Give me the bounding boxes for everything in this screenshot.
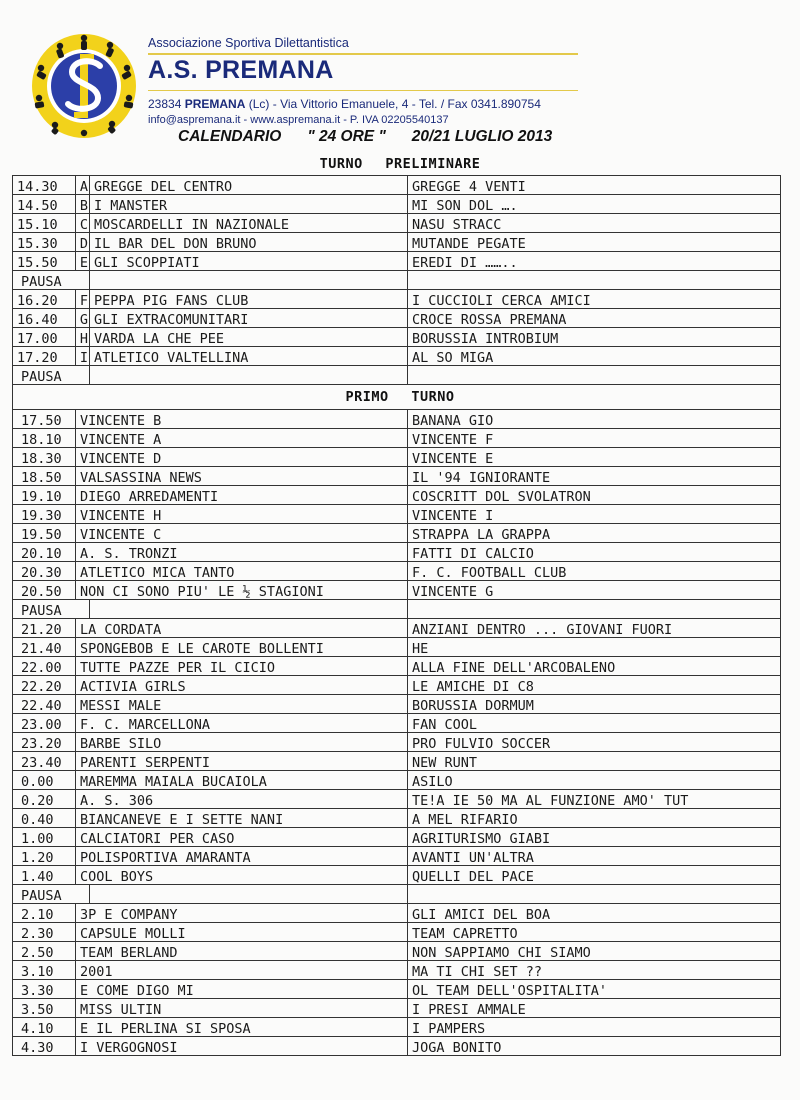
match-letter: G	[76, 309, 90, 328]
home-team: ATLETICO MICA TANTO	[76, 562, 408, 581]
home-team: I VERGOGNOSI	[76, 1037, 408, 1056]
home-team: SPONGEBOB E LE CAROTE BOLLENTI	[76, 638, 408, 657]
match-time: 23.00	[13, 714, 76, 733]
away-team: EREDI DI ……..	[408, 252, 781, 271]
pause-label: PAUSA	[13, 600, 90, 619]
away-team: FAN COOL	[408, 714, 781, 733]
match-time: 15.50	[13, 252, 76, 271]
home-team: PARENTI SERPENTI	[76, 752, 408, 771]
event-name: " 24 ORE "	[307, 128, 386, 145]
match-row	[13, 904, 781, 923]
home-team: COOL BOYS	[76, 866, 408, 885]
match-letter: E	[76, 252, 90, 271]
home-team: POLISPORTIVA AMARANTA	[76, 847, 408, 866]
match-time: 19.50	[13, 524, 76, 543]
address-details: (Lc) - Via Vittorio Emanuele, 4 - Tel. / Fax 0341.890754	[248, 97, 541, 111]
home-team: A. S. 306	[76, 790, 408, 809]
match-row	[13, 505, 781, 524]
match-row	[13, 866, 781, 885]
match-time: 2.10	[13, 904, 76, 923]
home-team: TEAM BERLAND	[76, 942, 408, 961]
home-team: VALSASSINA NEWS	[76, 467, 408, 486]
header-rule-top	[148, 53, 578, 55]
calendar-label: CALENDARIO	[178, 128, 282, 145]
match-row	[13, 923, 781, 942]
away-team: VINCENTE F	[408, 429, 781, 448]
match-row	[13, 195, 781, 214]
away-team: NEW RUNT	[408, 752, 781, 771]
pause-label: PAUSA	[13, 271, 90, 290]
pause-away-empty	[408, 271, 781, 290]
match-row	[13, 733, 781, 752]
home-team: CAPSULE MOLLI	[76, 923, 408, 942]
match-row	[13, 309, 781, 328]
match-time: 22.20	[13, 676, 76, 695]
home-team: PEPPA PIG FANS CLUB	[90, 290, 408, 309]
away-team: AVANTI UN'ALTRA	[408, 847, 781, 866]
pause-away-empty	[408, 885, 781, 904]
match-time: 21.40	[13, 638, 76, 657]
match-row	[13, 252, 781, 271]
match-letter: H	[76, 328, 90, 347]
match-time: 18.50	[13, 467, 76, 486]
match-time: 0.40	[13, 809, 76, 828]
home-team: GLI SCOPPIATI	[90, 252, 408, 271]
home-team: LA CORDATA	[76, 619, 408, 638]
match-row	[13, 1037, 781, 1056]
match-row	[13, 619, 781, 638]
away-team: VINCENTE E	[408, 448, 781, 467]
away-team: HE	[408, 638, 781, 657]
match-letter: D	[76, 233, 90, 252]
match-row	[13, 828, 781, 847]
home-team: ACTIVIA GIRLS	[76, 676, 408, 695]
match-time: 1.00	[13, 828, 76, 847]
section-gap-cell	[13, 385, 781, 410]
away-team: TE!A IE 50 MA AL FUNZIONE AMO' TUT	[408, 790, 781, 809]
org-type: Associazione Sportiva Dilettantistica	[148, 36, 349, 50]
home-team: VINCENTE D	[76, 448, 408, 467]
match-row	[13, 448, 781, 467]
match-row	[13, 524, 781, 543]
calendar-title	[178, 128, 552, 146]
away-team: CROCE ROSSA PREMANA	[408, 309, 781, 328]
home-team: E IL PERLINA SI SPOSA	[76, 1018, 408, 1037]
home-team: A. S. TRONZI	[76, 543, 408, 562]
away-team: ASILO	[408, 771, 781, 790]
match-schedule-table	[12, 175, 781, 1056]
away-team: F. C. FOOTBALL CLUB	[408, 562, 781, 581]
home-team: MOSCARDELLI IN NAZIONALE	[90, 214, 408, 233]
match-row	[13, 486, 781, 505]
away-team: GLI AMICI DEL BOA	[408, 904, 781, 923]
away-team: OL TEAM DELL'OSPITALITA'	[408, 980, 781, 999]
away-team: STRAPPA LA GRAPPA	[408, 524, 781, 543]
match-time: 2.50	[13, 942, 76, 961]
match-time: 16.20	[13, 290, 76, 309]
match-time: 14.50	[13, 195, 76, 214]
match-time: 4.10	[13, 1018, 76, 1037]
match-time: 18.30	[13, 448, 76, 467]
match-row	[13, 809, 781, 828]
match-time: 0.20	[13, 790, 76, 809]
pause-home-empty	[90, 271, 408, 290]
pause-label: PAUSA	[13, 885, 90, 904]
match-row	[13, 562, 781, 581]
org-contacts: info@aspremana.it - www.aspremana.it - P. IVA 02205540137	[148, 114, 449, 126]
match-letter: I	[76, 347, 90, 366]
away-team: AL SO MIGA	[408, 347, 781, 366]
pause-row	[13, 271, 781, 290]
home-team: 3P E COMPANY	[76, 904, 408, 923]
match-time: 3.50	[13, 999, 76, 1018]
away-team: COSCRITT DOL SVOLATRON	[408, 486, 781, 505]
away-team: FATTI DI CALCIO	[408, 543, 781, 562]
away-team: MI SON DOL ….	[408, 195, 781, 214]
match-row	[13, 467, 781, 486]
match-time: 0.00	[13, 771, 76, 790]
away-team: I PRESI AMMALE	[408, 999, 781, 1018]
match-time: 18.10	[13, 429, 76, 448]
match-row	[13, 847, 781, 866]
match-time: 20.30	[13, 562, 76, 581]
pause-home-empty	[90, 885, 408, 904]
home-team: MESSI MALE	[76, 695, 408, 714]
section-title-preliminare: TURNO PRELIMINARE	[319, 156, 481, 172]
match-row	[13, 657, 781, 676]
match-row	[13, 1018, 781, 1037]
event-dates: 20/21 LUGLIO 2013	[411, 128, 553, 145]
match-row	[13, 328, 781, 347]
match-letter: A	[76, 176, 90, 195]
home-team: VINCENTE B	[76, 410, 408, 429]
match-row	[13, 290, 781, 309]
match-time: 22.00	[13, 657, 76, 676]
away-team: I PAMPERS	[408, 1018, 781, 1037]
match-time: 23.40	[13, 752, 76, 771]
away-team: NASU STRACC	[408, 214, 781, 233]
pause-row	[13, 600, 781, 619]
match-row	[13, 961, 781, 980]
header-rule-bottom	[148, 90, 578, 91]
home-team: VINCENTE H	[76, 505, 408, 524]
away-team: LE AMICHE DI C8	[408, 676, 781, 695]
match-time: 1.20	[13, 847, 76, 866]
address-zip: 23834	[148, 97, 182, 111]
match-letter: C	[76, 214, 90, 233]
match-time: 14.30	[13, 176, 76, 195]
away-team: JOGA BONITO	[408, 1037, 781, 1056]
match-time: 20.50	[13, 581, 76, 600]
match-time: 3.30	[13, 980, 76, 999]
away-team: IL '94 IGNIORANTE	[408, 467, 781, 486]
match-time: 1.40	[13, 866, 76, 885]
org-address	[148, 97, 541, 111]
away-team: VINCENTE I	[408, 505, 781, 524]
match-time: 15.30	[13, 233, 76, 252]
match-row	[13, 233, 781, 252]
away-team: TEAM CAPRETTO	[408, 923, 781, 942]
match-time: 22.40	[13, 695, 76, 714]
pause-row	[13, 885, 781, 904]
away-team: BORUSSIA INTROBIUM	[408, 328, 781, 347]
match-time: 4.30	[13, 1037, 76, 1056]
away-team: ANZIANI DENTRO ... GIOVANI FUORI	[408, 619, 781, 638]
away-team: GREGGE 4 VENTI	[408, 176, 781, 195]
away-team: VINCENTE G	[408, 581, 781, 600]
away-team: ALLA FINE DELL'ARCOBALENO	[408, 657, 781, 676]
match-time: 17.50	[13, 410, 76, 429]
pause-row	[13, 366, 781, 385]
home-team: TUTTE PAZZE PER IL CICIO	[76, 657, 408, 676]
home-team: ATLETICO VALTELLINA	[90, 347, 408, 366]
match-row	[13, 771, 781, 790]
match-row	[13, 999, 781, 1018]
home-team: DIEGO ARREDAMENTI	[76, 486, 408, 505]
away-team: AGRITURISMO GIABI	[408, 828, 781, 847]
match-time: 17.20	[13, 347, 76, 366]
match-time: 17.00	[13, 328, 76, 347]
home-team: I MANSTER	[90, 195, 408, 214]
match-time: 21.20	[13, 619, 76, 638]
home-team: IL BAR DEL DON BRUNO	[90, 233, 408, 252]
home-team: GLI EXTRACOMUNITARI	[90, 309, 408, 328]
match-row	[13, 790, 781, 809]
home-team: MAREMMA MAIALA BUCAIOLA	[76, 771, 408, 790]
match-row	[13, 752, 781, 771]
away-team: MA TI CHI SET ??	[408, 961, 781, 980]
match-time: 15.10	[13, 214, 76, 233]
away-team: A MEL RIFARIO	[408, 809, 781, 828]
match-time: 20.10	[13, 543, 76, 562]
match-time: 23.20	[13, 733, 76, 752]
home-team: CALCIATORI PER CASO	[76, 828, 408, 847]
club-logo-icon	[30, 32, 138, 140]
match-row	[13, 638, 781, 657]
match-time: 16.40	[13, 309, 76, 328]
section-gap-row	[13, 385, 781, 410]
org-name: A.S. PREMANA	[148, 56, 334, 84]
away-team: QUELLI DEL PACE	[408, 866, 781, 885]
home-team: 2001	[76, 961, 408, 980]
pause-label: PAUSA	[13, 366, 90, 385]
home-team: MISS ULTIN	[76, 999, 408, 1018]
away-team: BANANA GIO	[408, 410, 781, 429]
match-row	[13, 347, 781, 366]
away-team: BORUSSIA DORMUM	[408, 695, 781, 714]
pause-home-empty	[90, 366, 408, 385]
home-team: NON CI SONO PIU' LE ½ STAGIONI	[76, 581, 408, 600]
section-title-primo: PRIMO TURNO	[345, 389, 455, 405]
match-letter: F	[76, 290, 90, 309]
match-row	[13, 714, 781, 733]
pause-away-empty	[408, 366, 781, 385]
away-team: MUTANDE PEGATE	[408, 233, 781, 252]
pause-home-empty	[90, 600, 408, 619]
match-row	[13, 942, 781, 961]
match-row	[13, 676, 781, 695]
home-team: GREGGE DEL CENTRO	[90, 176, 408, 195]
home-team: BARBE SILO	[76, 733, 408, 752]
match-row	[13, 429, 781, 448]
match-row	[13, 543, 781, 562]
match-time: 19.10	[13, 486, 76, 505]
match-row	[13, 214, 781, 233]
match-schedule-body	[13, 176, 781, 1056]
home-team: VARDA LA CHE PEE	[90, 328, 408, 347]
home-team: E COME DIGO MI	[76, 980, 408, 999]
match-row	[13, 581, 781, 600]
home-team: VINCENTE A	[76, 429, 408, 448]
away-team: I CUCCIOLI CERCA AMICI	[408, 290, 781, 309]
home-team: BIANCANEVE E I SETTE NANI	[76, 809, 408, 828]
match-letter: B	[76, 195, 90, 214]
away-team: NON SAPPIAMO CHI SIAMO	[408, 942, 781, 961]
match-row	[13, 980, 781, 999]
away-team: PRO FULVIO SOCCER	[408, 733, 781, 752]
match-time: 19.30	[13, 505, 76, 524]
home-team: F. C. MARCELLONA	[76, 714, 408, 733]
pause-away-empty	[408, 600, 781, 619]
home-team: VINCENTE C	[76, 524, 408, 543]
address-town: PREMANA	[184, 97, 246, 111]
match-time: 3.10	[13, 961, 76, 980]
match-row	[13, 695, 781, 714]
match-row	[13, 176, 781, 195]
match-time: 2.30	[13, 923, 76, 942]
match-row	[13, 410, 781, 429]
